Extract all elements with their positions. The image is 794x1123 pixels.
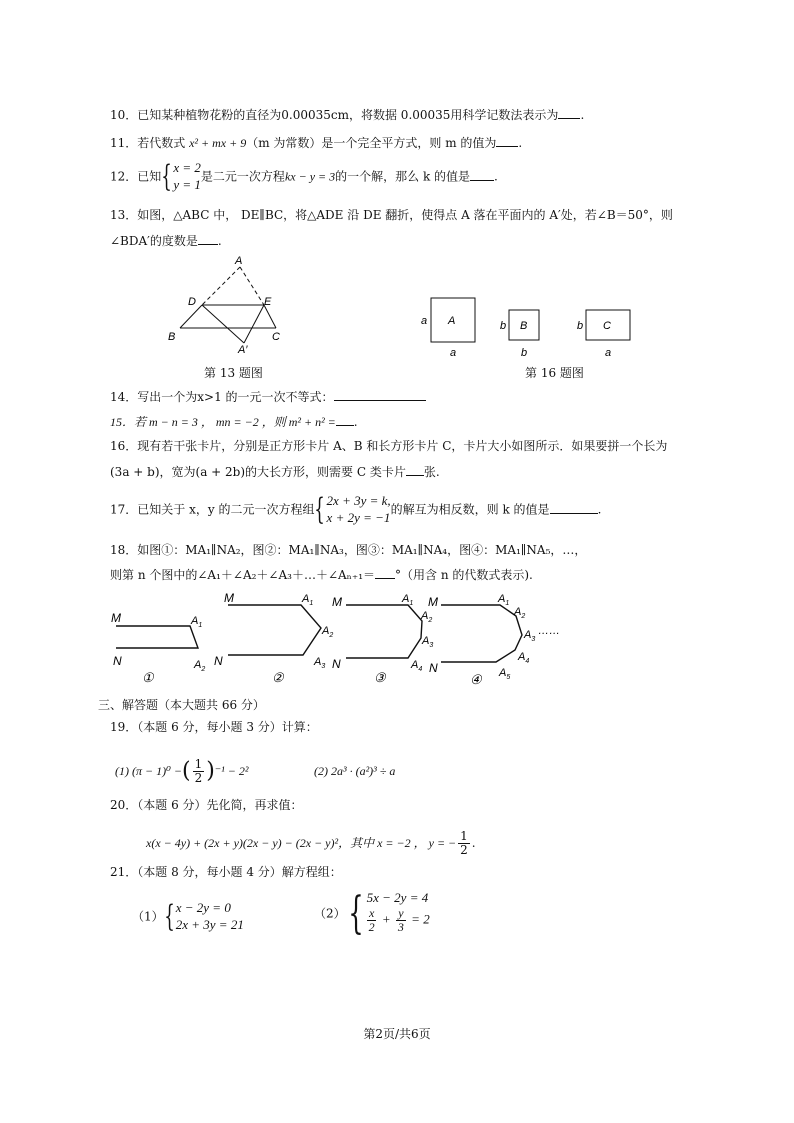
fig16-card-B-bottom: b bbox=[521, 347, 528, 359]
fig18-3-N: N bbox=[332, 657, 341, 671]
fig18-2-A1: $A_1$ bbox=[302, 593, 314, 607]
fig18-label-3: ③ bbox=[374, 670, 386, 685]
q21-title-text: 21．（本题 8 分，每小题 4 分）解方程组： bbox=[110, 865, 342, 879]
fig13-label-C: C bbox=[272, 331, 280, 343]
q12-eq1: x = 2 bbox=[173, 160, 201, 175]
fig16-card-B-label: B bbox=[520, 320, 528, 332]
question-16-line1 bbox=[110, 438, 667, 454]
q12-equation: kx − y = 3 bbox=[284, 169, 336, 184]
q18-line2b: °（用含 n 的代数式表示). bbox=[395, 568, 533, 582]
q20-den: 2 bbox=[460, 843, 468, 857]
q18-blank bbox=[375, 566, 395, 579]
fig18-1-A1: $A_1$ bbox=[191, 615, 203, 629]
q19-p2: (2) 2a³ · (a²)³ ÷ a bbox=[314, 764, 396, 778]
question-18-line2 bbox=[110, 566, 533, 583]
q15-end: . bbox=[353, 415, 358, 429]
q18-line2a: 则第 n 个图中的∠A₁＋∠A₂＋∠A₃＋…＋∠Aₙ₊₁＝ bbox=[110, 568, 376, 582]
fig13-line-DB bbox=[180, 305, 202, 328]
q15-text: 15．若 m − n = 3 ， mn = −2 ，则 m² + n² = bbox=[110, 415, 336, 429]
question-21-part1 bbox=[132, 900, 244, 934]
q11-end: . bbox=[518, 136, 523, 150]
fig18-label-2: ② bbox=[272, 670, 284, 685]
fig18-4-path bbox=[441, 605, 522, 662]
q13-line2: ∠BDA′的度数是 bbox=[110, 234, 198, 248]
fig16-card-A-side: a bbox=[421, 315, 428, 327]
q17-eq1: 2x + 3y = k, bbox=[326, 493, 391, 508]
q19-den: 2 bbox=[194, 771, 203, 785]
q19-num: 1 bbox=[194, 757, 203, 771]
q21-p1-eq1: x − 2y = 0 bbox=[175, 900, 231, 915]
q20-title-text: 20．（本题 6 分）先化简，再求值： bbox=[110, 798, 303, 812]
question-17 bbox=[110, 493, 601, 527]
question-21-title bbox=[110, 864, 342, 880]
q12-system bbox=[173, 160, 201, 194]
question-13-line2 bbox=[110, 232, 222, 249]
q21-p1-eq2: 2x + 3y = 21 bbox=[175, 917, 244, 932]
q11-expression: x² + mx + 9 bbox=[189, 136, 247, 150]
fig18-1-A2: $A_2$ bbox=[194, 659, 206, 673]
fig18-4-N: N bbox=[429, 661, 438, 675]
q13-blank bbox=[198, 232, 218, 245]
q19-rparen: ) bbox=[206, 758, 215, 784]
q17-brace: { bbox=[314, 492, 326, 527]
q17-system bbox=[327, 493, 391, 527]
q16-line2b: 张. bbox=[423, 465, 440, 479]
figure-18 bbox=[108, 588, 578, 688]
q12-blank bbox=[470, 168, 494, 181]
question-20-title bbox=[110, 797, 303, 813]
q16-line2a: (3a + b)，宽为(a + 2b)的大长方形，则需要 C 类卡片 bbox=[110, 465, 406, 479]
q12-end: . bbox=[494, 169, 498, 184]
q21-p2-label: （2） bbox=[314, 906, 346, 921]
q10-blank bbox=[558, 106, 580, 119]
fig18-1-path bbox=[116, 626, 198, 648]
q17-blank bbox=[550, 501, 598, 514]
q21-p2-eq2: $\frac{x}{2}$ + $\frac{y}{3}$ = 2 bbox=[368, 906, 430, 934]
q19-fraction bbox=[193, 758, 205, 785]
q13-end: . bbox=[217, 234, 222, 248]
fig13-line-DA2 bbox=[202, 305, 244, 343]
q21-p1-system bbox=[176, 900, 244, 934]
fig16-card-C-bottom: a bbox=[605, 347, 612, 359]
q17-eq2: x + 2y = −1 bbox=[326, 510, 391, 525]
q16-line1: 16．现有若干张卡片，分别是正方形卡片 A、B 和长方形卡片 C，卡片大小如图所示．如果要拼一个长为 bbox=[110, 439, 668, 453]
section-3-title bbox=[98, 697, 265, 713]
figure-13 bbox=[160, 252, 290, 357]
q20-expr: x(x − 4y) + (2x + y)(2x − y) − (2x − y)² bbox=[146, 836, 339, 850]
q15-blank bbox=[336, 413, 354, 426]
q10-text: 10．已知某种植物花粉的直径为0.00035cm，将数据 0.00035用科学记数法表示为 bbox=[110, 108, 559, 122]
fig13-line-EA2 bbox=[244, 305, 264, 343]
fig18-2-M: M bbox=[224, 591, 234, 605]
fig18-label-1: ① bbox=[142, 670, 154, 685]
question-19-part2 bbox=[314, 763, 395, 779]
fig18-3-A4: $A_4$ bbox=[411, 659, 423, 673]
q21-p2-system bbox=[367, 890, 430, 937]
fig18-4-A5: $A_5$ bbox=[499, 667, 511, 681]
fig13-dashed-AD bbox=[202, 267, 240, 305]
fig18-3-path bbox=[346, 605, 422, 658]
figure-16 bbox=[418, 294, 648, 364]
q21-p2-brace: { bbox=[347, 887, 364, 939]
q21-p1-brace: { bbox=[163, 899, 175, 934]
fig16-card-C-side: b bbox=[577, 320, 584, 332]
fig18-4-M: M bbox=[428, 595, 438, 609]
question-20-expression bbox=[146, 828, 476, 858]
fig13-label-A-prime: A′ bbox=[238, 344, 248, 356]
fig13-caption: 第 13 题图 bbox=[204, 366, 263, 380]
q21-p2-frac-x bbox=[367, 907, 377, 934]
q12-eq2: y = 1 bbox=[173, 177, 201, 192]
fig13-label-A: A bbox=[235, 255, 243, 267]
question-19-part1 bbox=[115, 756, 248, 787]
q19-p1-tail: ⁻¹ − 2² bbox=[214, 764, 249, 778]
question-14 bbox=[110, 388, 426, 405]
fig13-label-D: D bbox=[188, 296, 196, 308]
q19-title-text: 19．（本题 6 分，每小题 3 分）计算： bbox=[110, 720, 318, 734]
page-footer: 第2页/共6页 bbox=[363, 1027, 431, 1041]
fig16-card-A-bottom: a bbox=[450, 347, 457, 359]
fig18-2-N: N bbox=[214, 654, 223, 668]
fig16-card-B-side: b bbox=[500, 320, 507, 332]
fig18-3-A2: $A_2$ bbox=[421, 610, 433, 624]
q12-mid: 是二元一次方程 bbox=[200, 169, 285, 184]
question-19-title bbox=[110, 719, 318, 735]
q21-p2-frac-y-num: y bbox=[398, 906, 404, 920]
fig13-label-B: B bbox=[168, 331, 176, 343]
fig18-4-A1: $A_1$ bbox=[498, 593, 510, 607]
fig18-4-A3: $A_3$ bbox=[524, 629, 536, 643]
fig18-2-path bbox=[228, 605, 321, 655]
question-12 bbox=[110, 160, 498, 194]
q16-blank bbox=[406, 463, 424, 476]
q17-prefix: 17．已知关于 x，y 的二元一次方程组 bbox=[110, 502, 315, 517]
q20-end: . bbox=[471, 836, 476, 850]
fig18-3-A1: $A_1$ bbox=[402, 593, 414, 607]
q10-end: . bbox=[580, 108, 585, 122]
q12-brace: { bbox=[161, 159, 173, 194]
q14-blank bbox=[334, 388, 426, 401]
q18-line1: 18．如图①：MA₁∥NA₂，图②：MA₁∥NA₃，图③：MA₁∥NA₄，图④：MA₁∥NA₅，…， bbox=[110, 543, 587, 557]
q12-prefix: 12．已知 bbox=[110, 169, 162, 184]
q20-fraction bbox=[458, 830, 470, 857]
question-15 bbox=[110, 413, 358, 430]
q19-lparen: ( bbox=[182, 758, 191, 784]
q21-p2-frac-y bbox=[396, 907, 406, 934]
q21-p2-frac-x-num: x bbox=[368, 906, 375, 920]
fig16-caption: 第 16 题图 bbox=[525, 366, 584, 380]
q14-text: 14．写出一个为x>1 的一元一次不等式： bbox=[110, 390, 334, 404]
fig18-3-A3: $A_3$ bbox=[422, 635, 434, 649]
q11-blank bbox=[496, 134, 518, 147]
fig18-1-M: M bbox=[111, 611, 121, 625]
fig18-4-A4: $A_4$ bbox=[518, 651, 530, 665]
q19-p1: (1) (π − 1)⁰ − bbox=[115, 764, 183, 778]
fig18-4-dots: …… bbox=[538, 625, 560, 637]
question-18-line1 bbox=[110, 542, 586, 558]
q13-line1: 13．如图，△ABC 中， DE∥BC，将△ADE 沿 DE 翻折，使得点 A 落在平面内的 A′处，若∠B＝50°，则 bbox=[110, 208, 673, 222]
q21-p2-frac-y-den: 3 bbox=[397, 920, 404, 934]
fig18-1-N: N bbox=[113, 654, 122, 668]
fig18-4-A2: $A_2$ bbox=[514, 606, 526, 620]
q17-tail: 的解互为相反数，则 k 的值是 bbox=[390, 502, 550, 517]
q17-end: . bbox=[597, 502, 602, 517]
q12-tail: 的一个解，那么 k 的值是 bbox=[335, 169, 471, 184]
q21-p1-label: （1） bbox=[132, 909, 164, 924]
q20-cond: ，其中 x = −2 ， y = − bbox=[338, 836, 457, 850]
question-13-line1 bbox=[110, 207, 673, 223]
q20-num: 1 bbox=[460, 829, 468, 843]
fig18-3-M: M bbox=[332, 595, 342, 609]
q21-p2-frac-x-den: 2 bbox=[368, 920, 375, 934]
fig18-2-A2: $A_2$ bbox=[322, 625, 334, 639]
fig16-card-A-label: A bbox=[448, 315, 456, 327]
question-21-part2 bbox=[314, 887, 430, 939]
section3-title-text: 三、解答题（本大题共 66 分） bbox=[98, 698, 265, 712]
q21-p2-eq2-tail: = 2 bbox=[411, 911, 430, 927]
q11-prefix: 11．若代数式 bbox=[110, 136, 190, 150]
fig13-dashed-AE bbox=[240, 267, 264, 305]
q11-mid: （m 为常数）是一个完全平方式，则 m 的值为 bbox=[246, 136, 497, 150]
fig16-card-C-label: C bbox=[603, 320, 611, 332]
fig13-line-EC bbox=[264, 305, 276, 328]
question-10 bbox=[110, 106, 584, 123]
fig18-2-A3: $A_3$ bbox=[314, 656, 326, 670]
fig13-label-E: E bbox=[264, 296, 272, 308]
question-11 bbox=[110, 134, 522, 151]
fig18-label-4: ④ bbox=[470, 672, 482, 687]
q21-p2-eq1: 5x − 2y = 4 bbox=[366, 890, 429, 905]
question-16-line2 bbox=[110, 463, 440, 480]
